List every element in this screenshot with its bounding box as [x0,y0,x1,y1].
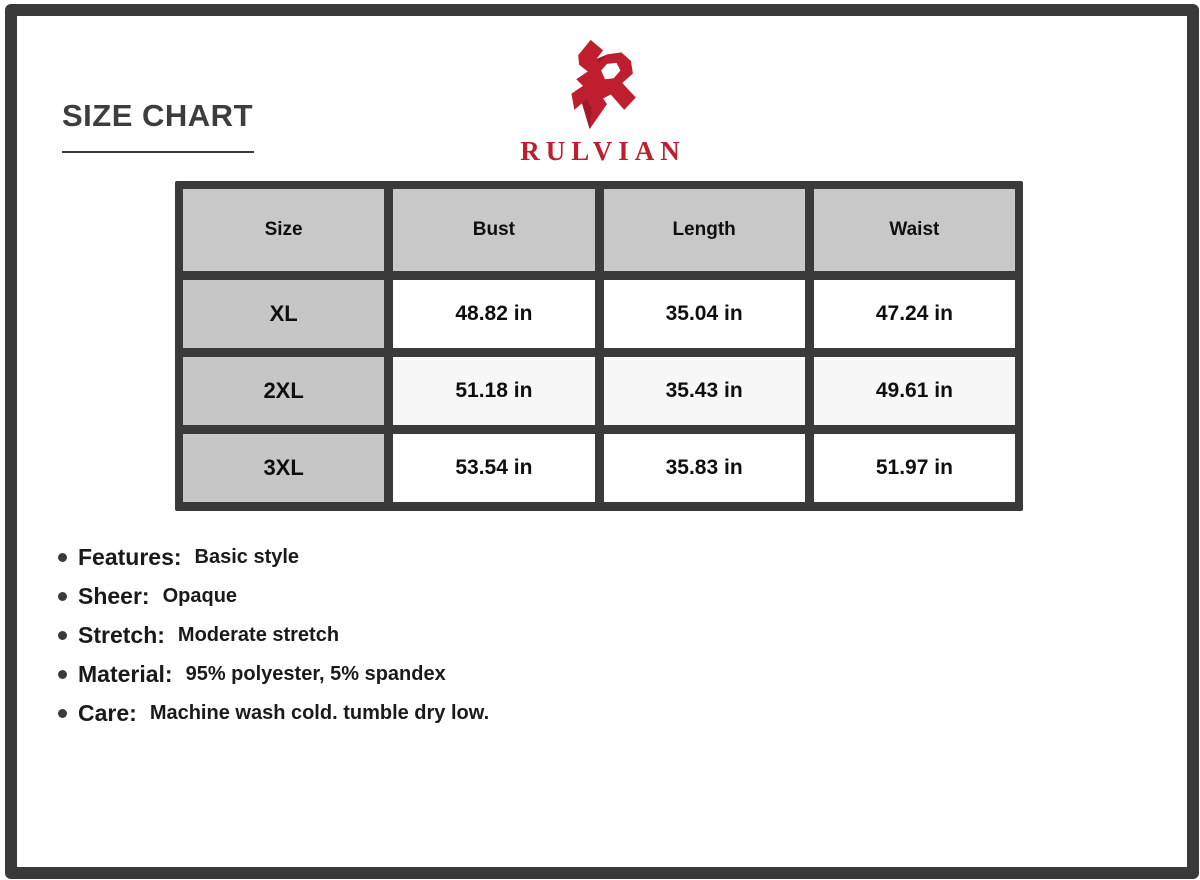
row-3xl-waist: 51.97 in [814,434,1015,502]
header-cell-size: Size [183,189,384,271]
list-item-sheer [58,583,489,610]
brand-logo [514,36,686,167]
row-xl-size: XL [183,280,384,348]
list-item-material [58,661,489,688]
bullet-icon [58,592,67,601]
page-title: SIZE CHART [62,98,253,133]
rulvian-r-monogram-icon [550,36,650,132]
header-cell-bust: Bust [393,189,594,271]
list-item-care [58,700,489,727]
bullet-icon [58,631,67,640]
detail-value: Basic style [194,546,300,568]
row-2xl-size: 2XL [183,357,384,425]
detail-value: Moderate stretch [177,624,340,646]
detail-label: Material: [78,661,173,687]
row-2xl-waist: 49.61 in [814,357,1015,425]
detail-value: Opaque [162,585,238,607]
list-item-features [58,544,489,571]
list-item-stretch [58,622,489,649]
row-xl-length: 35.04 in [604,280,805,348]
header-cell-waist: Waist [814,189,1015,271]
detail-label: Features: [78,544,182,570]
title-underline [62,151,254,153]
row-3xl-length: 35.83 in [604,434,805,502]
bullet-icon [58,670,67,679]
brand-name: RULVIAN [520,136,686,166]
row-3xl-size: 3XL [183,434,384,502]
detail-label: Care: [78,700,137,726]
detail-value: 95% polyester, 5% spandex [185,663,446,685]
bullet-icon [58,709,67,718]
product-details-list [58,544,489,727]
detail-label: Sheer: [78,583,150,609]
row-xl-bust: 48.82 in [393,280,594,348]
row-3xl-bust: 53.54 in [393,434,594,502]
row-2xl-bust: 51.18 in [393,357,594,425]
size-table [175,181,1023,511]
detail-value: Machine wash cold. tumble dry low. [149,702,490,724]
bullet-icon [58,553,67,562]
detail-label: Stretch: [78,622,165,648]
row-2xl-length: 35.43 in [604,357,805,425]
header-cell-length: Length [604,189,805,271]
row-xl-waist: 47.24 in [814,280,1015,348]
